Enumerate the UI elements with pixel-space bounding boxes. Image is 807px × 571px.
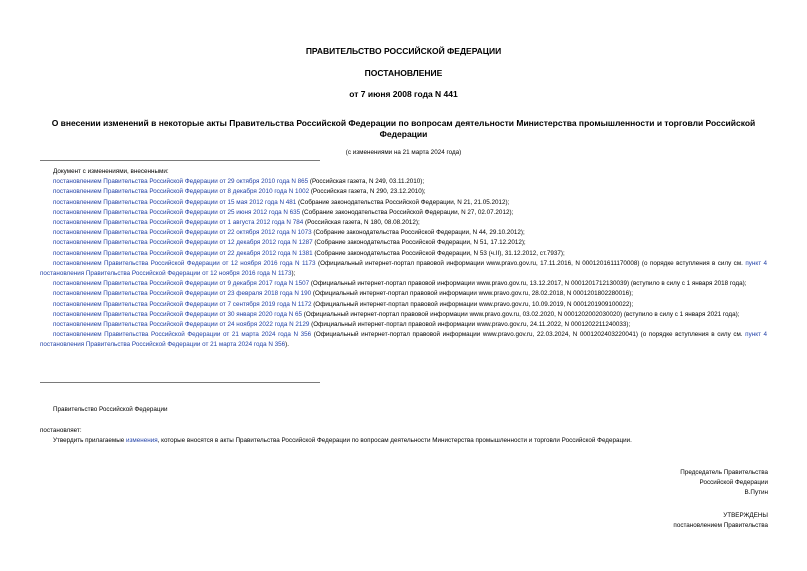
amendment-source: (Российская газета, N 249, 03.11.2010); xyxy=(308,178,425,186)
amendment-source: (Официальный интернет-портал правовой информации www.pravo.gov.ru, 13.12.2017, N 0001201712130039) (вступило в силу с 1 января 2018 года); xyxy=(309,280,747,288)
amendment-effect-link[interactable]: пункт 4 постановления Правительства Российской Федерации от 12 ноября 2016 года N 1173 xyxy=(40,259,767,278)
signature-name: В.Путин xyxy=(744,489,768,496)
amendment-link[interactable]: постановлением Правительства Российской Федерации от 25 июня 2012 года N 635 xyxy=(53,208,301,216)
amendment-link[interactable]: постановлением Правительства Российской Федерации от 15 мая 2012 года N 481 xyxy=(53,198,297,206)
resolution-text-after: , которые вносятся в акты Правительства Российской Федерации по вопросам деятельности Министерства промышленности и торговли Российской Федерации. xyxy=(157,437,632,444)
revision-note: (с изменениями на 21 марта 2024 года) xyxy=(345,149,462,156)
amendment-item xyxy=(40,310,767,320)
amendment-item xyxy=(40,320,767,330)
document-type: ПОСТАНОВЛЕНИЕ xyxy=(364,68,443,78)
amendment-item xyxy=(40,208,767,218)
amendment-item xyxy=(40,218,767,228)
amendment-source: (Официальный интернет-портал правовой информации www.pravo.gov.ru, 24.11.2022, N 0001202211240033); xyxy=(309,321,631,329)
amendments-intro: Документ с изменениями, внесенными: xyxy=(53,168,169,175)
amendment-item xyxy=(40,198,767,208)
signature-position-line1: Председатель Правительства xyxy=(680,469,768,476)
amendment-tail: ). xyxy=(285,341,289,349)
amendment-link[interactable]: постановлением Правительства Российской Федерации от 1 августа 2012 года N 784 xyxy=(53,219,304,227)
amendment-item xyxy=(40,228,767,238)
changes-link[interactable]: изменения xyxy=(126,437,158,444)
amendment-link[interactable]: постановлением Правительства Российской Федерации от 12 ноября 2016 года N 1173 xyxy=(53,259,316,267)
amendment-source: (Собрание законодательства Российской Федерации, N 51, 17.12.2012); xyxy=(312,239,526,247)
amendment-effect-link[interactable]: пункт 4 постановления Правительства Российской Федерации от 21 марта 2024 года N 356 xyxy=(40,331,768,349)
approved-label: УТВЕРЖДЕНЫ xyxy=(723,512,768,519)
resolution-text-before: Утвердить прилагаемые xyxy=(53,437,126,444)
government-name: Правительство Российской Федерации xyxy=(53,406,168,413)
amendment-source: (Официальный интернет-портал правовой информации www.pravo.gov.ru, 03.02.2020, N 0001202002030020) (вступило в силу с 1 января 2021 года); xyxy=(302,310,740,318)
amendment-link[interactable]: постановлением Правительства Российской Федерации от 12 декабря 2012 года N 1287 xyxy=(53,239,313,247)
amendment-link[interactable]: постановлением Правительства Российской Федерации от 29 октября 2010 года N 865 xyxy=(53,178,309,186)
issuer-heading: ПРАВИТЕЛЬСТВО РОССИЙСКОЙ ФЕДЕРАЦИИ xyxy=(305,46,502,56)
amendment-item xyxy=(40,187,767,197)
amendment-item xyxy=(40,300,767,310)
amendment-link[interactable]: постановлением Правительства Российской Федерации от 21 марта 2024 года N 356 xyxy=(53,331,312,339)
amendment-item xyxy=(40,330,767,350)
document-title: О внесении изменений в некоторые акты Правительства Российской Федерации по вопросам деятельности Министерства промышленности и торговли Российской Федерации xyxy=(51,118,756,139)
amendment-link[interactable]: постановлением Правительства Российской Федерации от 22 октября 2012 года N 1073 xyxy=(53,229,312,237)
amendment-source: (Официальный интернет-портал правовой информации www.pravo.gov.ru, 10.09.2019, N 0001201909100022); xyxy=(311,300,634,308)
amendment-item xyxy=(40,238,767,248)
amendment-link[interactable]: постановлением Правительства Российской Федерации от 23 февраля 2018 года N 190 xyxy=(53,290,312,298)
amendment-link[interactable]: постановлением Правительства Российской Федерации от 8 декабря 2010 года N 1002 xyxy=(53,188,310,196)
amendment-item xyxy=(40,279,767,289)
amendment-source: (Официальный интернет-портал правовой информации www.pravo.gov.ru, 17.11.2016, N 0001201611170008) (о порядке вступления в силу см. xyxy=(315,259,746,267)
amendment-source: (Собрание законодательства Российской Федерации, N 27, 02.07.2012); xyxy=(300,208,514,216)
divider-bottom xyxy=(40,382,320,383)
approval-block xyxy=(560,511,768,531)
amendment-source: (Российская газета, N 180, 08.08.2012); xyxy=(303,219,420,227)
amendment-link[interactable]: постановлением Правительства Российской Федерации от 9 декабря 2017 года N 1507 xyxy=(53,280,310,288)
amendment-source: (Собрание законодательства Российской Федерации, N 21, 21.05.2012); xyxy=(296,198,510,206)
amendments-list xyxy=(40,177,767,350)
amendment-item xyxy=(40,289,767,299)
amendment-item xyxy=(40,177,767,187)
amendment-tail: ); xyxy=(291,270,296,278)
amendment-source: (Собрание законодательства Российской Федерации, N 44, 29.10.2012); xyxy=(311,229,525,237)
signature-block xyxy=(560,468,768,498)
amendment-link[interactable]: постановлением Правительства Российской Федерации от 7 сентября 2019 года N 1172 xyxy=(53,300,312,308)
amendment-source: (Официальный интернет-портал правовой информации www.pravo.gov.ru, 22.03.2024, N 0001202403220041) (о порядке вступления в силу см. xyxy=(311,331,746,339)
amendment-source: (Российская газета, N 290, 23.12.2010); xyxy=(309,188,426,196)
resolves-label: постановляет: xyxy=(40,427,82,434)
amendment-link[interactable]: постановлением Правительства Российской Федерации от 22 декабря 2012 года N 1381 xyxy=(53,249,313,257)
amendment-source: (Официальный интернет-портал правовой информации www.pravo.gov.ru, 28.02.2018, N 0001201802280016); xyxy=(311,290,633,298)
divider-top xyxy=(40,160,320,161)
approved-by: постановлением Правительства xyxy=(673,522,768,529)
amendment-item xyxy=(40,249,767,259)
amendments-block xyxy=(40,167,767,351)
amendment-source: (Собрание законодательства Российской Федерации, N 53 (ч.II), 31.12.2012, ст.7937); xyxy=(312,249,565,257)
document-date: от 7 июня 2008 года N 441 xyxy=(349,89,458,99)
amendment-link[interactable]: постановлением Правительства Российской Федерации от 30 января 2020 года N 65 xyxy=(53,310,303,318)
resolution-item xyxy=(40,437,767,444)
signature-position-line2: Российской Федерации xyxy=(699,479,768,486)
amendment-link[interactable]: постановлением Правительства Российской Федерации от 24 ноября 2022 года N 2129 xyxy=(53,321,310,329)
amendment-item xyxy=(40,259,767,279)
